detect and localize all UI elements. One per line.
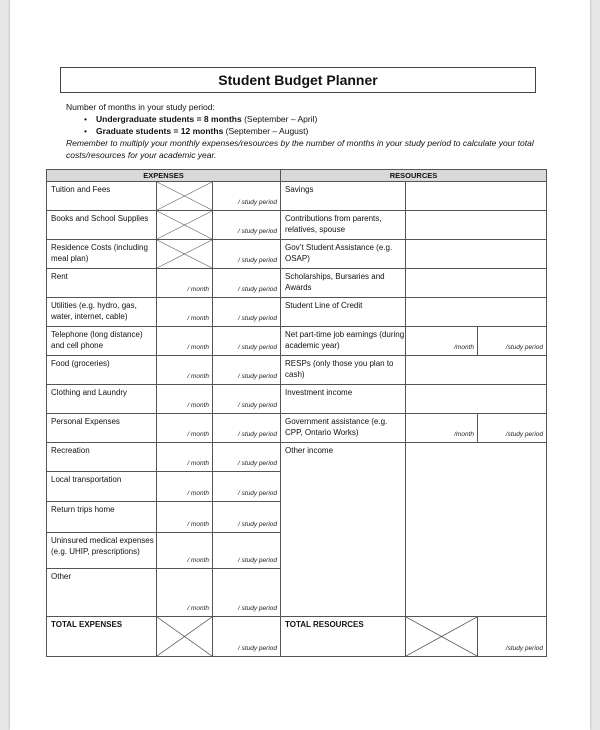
resource-label: [281, 327, 406, 356]
resource-label-text: Contributions from parents, relatives, spouse: [285, 214, 382, 234]
study-period-unit: / study period: [237, 557, 277, 564]
study-period-unit: / study period: [237, 402, 277, 409]
study-period-unit: / study period: [237, 257, 277, 264]
expense-label: [47, 472, 157, 502]
expense-label: [47, 443, 157, 472]
expense-month-input[interactable]: [157, 443, 213, 472]
expense-month-input[interactable]: [157, 327, 213, 356]
expenses-header: EXPENSES: [47, 170, 281, 182]
resource-label: [281, 269, 406, 298]
study-period-unit: / study period: [237, 344, 277, 351]
resource-amount-input[interactable]: [406, 298, 547, 327]
expense-month-input[interactable]: [157, 472, 213, 502]
resource-label: [281, 443, 406, 617]
expense-study-period-input[interactable]: [213, 356, 281, 385]
expense-study-period-input[interactable]: [213, 298, 281, 327]
expense-label: [47, 569, 157, 617]
resource-month-input[interactable]: [406, 327, 478, 356]
study-period-unit: / study period: [237, 490, 277, 497]
expense-label: [47, 414, 157, 443]
resource-study-period-input[interactable]: [478, 327, 547, 356]
bullet-undergrad-rest: (September – April): [241, 114, 318, 124]
expense-study-period-input[interactable]: [213, 327, 281, 356]
expense-study-period-input[interactable]: [213, 533, 281, 569]
month-bullets: [66, 113, 536, 137]
expense-label: [47, 269, 157, 298]
expense-label-text: Return trips home: [51, 505, 115, 514]
month-unit: / month: [187, 605, 209, 612]
expense-label-text: Personal Expenses: [51, 417, 120, 426]
expense-study-period-input[interactable]: [213, 414, 281, 443]
study-period-unit: / study period: [237, 431, 277, 438]
expense-label-text: Residence Costs (including meal plan): [51, 243, 148, 263]
month-unit: / month: [187, 557, 209, 564]
expense-month-input[interactable]: [157, 298, 213, 327]
expense-study-period-input[interactable]: [213, 269, 281, 298]
expense-label: [47, 327, 157, 356]
expense-label: [47, 211, 157, 240]
bullet-undergrad-bold: Undergraduate students = 8 months: [96, 114, 242, 124]
resource-label-text: Other income: [285, 446, 334, 455]
expense-month-input[interactable]: [157, 356, 213, 385]
expense-month-input[interactable]: [157, 533, 213, 569]
resource-month-input[interactable]: [406, 414, 478, 443]
resource-amount-input[interactable]: [406, 211, 547, 240]
page-title: Student Budget Planner: [60, 67, 536, 93]
resource-amount-input[interactable]: [406, 385, 547, 414]
expense-label-text: Books and School Supplies: [51, 214, 149, 223]
expense-month-input[interactable]: [157, 414, 213, 443]
month-unit: / month: [187, 490, 209, 497]
study-period-unit: / study period: [237, 460, 277, 467]
resource-label-text: Investment income: [285, 388, 353, 397]
resource-amount-input[interactable]: [406, 269, 547, 298]
resource-amount-input[interactable]: [406, 182, 547, 211]
intro-note: Remember to multiply your monthly expenses/resources by the number of months in your study period to calculate your total costs/resources for your academic year.: [66, 138, 534, 160]
crossed-out-cell: [157, 617, 213, 657]
study-period-unit: / study period: [237, 199, 277, 206]
month-unit: / month: [187, 315, 209, 322]
expense-label-text: Utilities (e.g. hydro, gas, water, internet, cable): [51, 301, 137, 321]
resource-label-text: Gov’t Student Assistance (e.g. OSAP): [285, 243, 393, 263]
intro-section: [66, 101, 536, 161]
study-period-unit: / study period: [237, 373, 277, 380]
expense-label: [47, 385, 157, 414]
total-resources-text: TOTAL RESOURCES: [285, 620, 364, 629]
resource-label-text: Student Line of Credit: [285, 301, 363, 310]
expense-study-period-input[interactable]: [213, 211, 281, 240]
expense-label-text: Tuition and Fees: [51, 185, 111, 194]
expense-study-period-input[interactable]: [213, 240, 281, 269]
month-unit: / month: [187, 521, 209, 528]
study-period-unit: / study period: [237, 228, 277, 235]
expense-study-period-input[interactable]: [213, 443, 281, 472]
expense-label-text: Telephone (long distance) and cell phone: [51, 330, 143, 350]
study-period-unit: /study period: [505, 344, 543, 351]
resource-label: [281, 414, 406, 443]
expense-label-text: Food (groceries): [51, 359, 110, 368]
resource-label: [281, 298, 406, 327]
crossed-out-cell: [157, 240, 213, 269]
expense-month-input[interactable]: [157, 269, 213, 298]
expense-label-text: Uninsured medical expenses (e.g. UHIP, prescriptions): [51, 536, 154, 556]
resource-label-text: Government assistance (e.g. CPP, Ontario Works): [285, 417, 388, 437]
bullet-graduate-bold: Graduate students = 12 months: [96, 126, 224, 136]
month-unit: / month: [187, 460, 209, 467]
resource-label-text: Savings: [285, 185, 314, 194]
expense-month-input[interactable]: [157, 502, 213, 533]
expense-label: [47, 533, 157, 569]
expense-label-text: Local transportation: [51, 475, 122, 484]
month-unit: / month: [187, 373, 209, 380]
expense-label-text: Clothing and Laundry: [51, 388, 128, 397]
expense-label-text: Other: [51, 572, 72, 581]
crossed-out-cell: [406, 617, 478, 657]
crossed-out-cell: [157, 211, 213, 240]
resource-label: [281, 356, 406, 385]
month-unit: /month: [454, 431, 474, 438]
resource-label-text: Scholarships, Bursaries and Awards: [285, 272, 385, 292]
expense-label-text: Rent: [51, 272, 68, 281]
bullet-graduate-rest: (September – August): [223, 126, 309, 136]
expense-study-period-input[interactable]: [213, 385, 281, 414]
total-resources-input[interactable]: [478, 617, 547, 657]
study-period-unit: / study period: [237, 286, 277, 293]
month-unit: / month: [187, 344, 209, 351]
expense-study-period-input[interactable]: [213, 182, 281, 211]
resource-amount-input[interactable]: [406, 356, 547, 385]
bullet-undergrad: [96, 113, 536, 125]
total-resources-label: [281, 617, 406, 657]
expense-label: [47, 298, 157, 327]
expense-label-text: Recreation: [51, 446, 90, 455]
expense-label: [47, 240, 157, 269]
expense-study-period-input[interactable]: [213, 472, 281, 502]
expense-month-input[interactable]: [157, 385, 213, 414]
resource-label-text: RESPs (only those you plan to cash): [285, 359, 394, 379]
expense-study-period-input[interactable]: [213, 569, 281, 617]
crossed-out-cell: [157, 182, 213, 211]
total-expenses-label: [47, 617, 157, 657]
expense-label: [47, 182, 157, 211]
resource-study-period-input[interactable]: [478, 414, 547, 443]
month-unit: /month: [454, 344, 474, 351]
total-expenses-text: TOTAL EXPENSES: [51, 620, 123, 629]
expense-label: [47, 502, 157, 533]
study-period-unit: /study period: [505, 431, 543, 438]
month-unit: / month: [187, 286, 209, 293]
resource-label: [281, 182, 406, 211]
month-unit: / month: [187, 402, 209, 409]
resources-header: RESOURCES: [281, 170, 547, 182]
study-period-unit: / study period: [237, 645, 277, 652]
study-period-unit: / study period: [237, 315, 277, 322]
expense-month-input[interactable]: [157, 569, 213, 617]
resource-label: [281, 240, 406, 269]
resource-label: [281, 211, 406, 240]
resource-amount-input[interactable]: [406, 443, 547, 617]
budget-table: [46, 169, 547, 657]
study-period-unit: /study period: [505, 645, 543, 652]
month-unit: / month: [187, 431, 209, 438]
study-period-unit: / study period: [237, 521, 277, 528]
expense-label: [47, 356, 157, 385]
total-expenses-input[interactable]: [213, 617, 281, 657]
resource-label-text: Net part-time job earnings (during academic year): [285, 330, 405, 350]
study-period-unit: / study period: [237, 605, 277, 612]
bullet-graduate: [96, 125, 536, 137]
resource-amount-input[interactable]: [406, 240, 547, 269]
intro-line: Number of months in your study period:: [66, 102, 215, 112]
expense-study-period-input[interactable]: [213, 502, 281, 533]
resource-label: [281, 385, 406, 414]
